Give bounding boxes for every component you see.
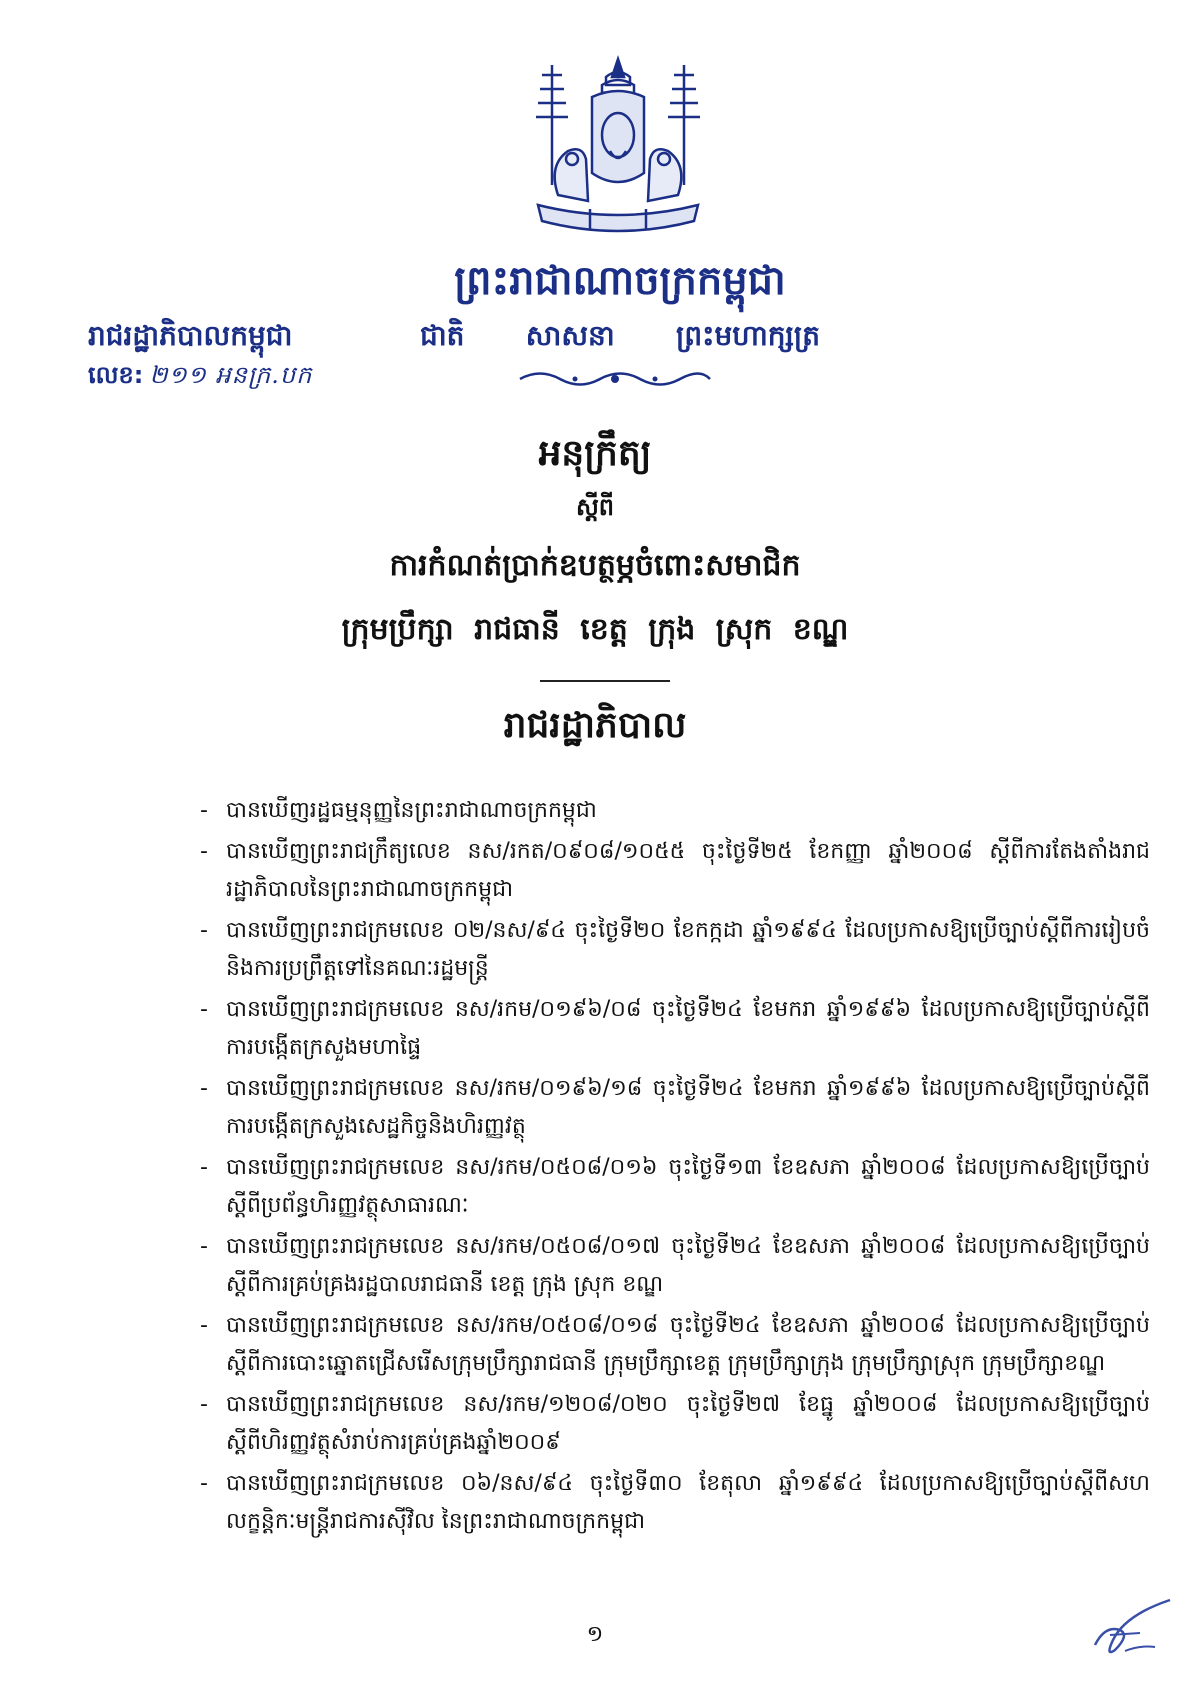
subject-line-2: ក្រុមប្រឹក្សា រាជធានី ខេត្ត ក្រុង ស្រុក ខណ្ឌ <box>341 612 849 647</box>
issuing-authority: រាជរដ្ឋាភិបាល <box>503 705 687 746</box>
royal-coat-of-arms-icon <box>518 55 718 245</box>
list-item <box>200 1307 1150 1383</box>
reference-number <box>88 360 312 395</box>
list-item-text: បានឃើញព្រះរាជក្រមលេខ នស/រកម/០៥០៨/០១៧ ចុះថ្ងៃទី២៤ ខែឧសភា ឆ្នាំ២០០៨ ដែលប្រកាសឱ្យប្រើច្បាប់ស្តីពីការគ្រប់គ្រងរដ្ឋបាលរាជធានី ខេត្ត ក្រុង ស្រុក ខណ្ឌ <box>226 1234 1150 1297</box>
motto-nation: ជាតិ <box>420 319 465 352</box>
ornament-divider-icon <box>515 368 715 390</box>
list-item-text: បានឃើញព្រះរាជក្រមលេខ ០៦/នស/៩៤ ចុះថ្ងៃទី៣០ ខែតុលា ឆ្នាំ១៩៩៤ ដែលប្រកាសឱ្យប្រើច្បាប់ស្តីពីសហលក្ខន្តិកៈមន្ត្រីរាជការស៊ីវិល នៃព្រះរាជាណាចក្រកម្ពុជា <box>226 1471 1150 1534</box>
list-dash: - <box>200 1313 208 1338</box>
subject-line-1: ការកំណត់ប្រាក់ឧបត្ថម្ភចំពោះសមាជិក <box>389 548 801 583</box>
list-item-text: បានឃើញព្រះរាជក្រមលេខ នស/រកម/០១៩៦/១៨ ចុះថ្ងៃទី២៤ ខែមករា ឆ្នាំ១៩៩៦ ដែលប្រកាសឱ្យប្រើច្បាប់ស្តីពីការបង្កើតក្រសួងសេដ្ឋកិច្ចនិងហិរញ្ញវត្ថុ <box>226 1076 1150 1139</box>
reference-value: ២១១ អនក្រ.បក <box>149 361 313 389</box>
list-item <box>200 912 1150 988</box>
list-item <box>200 1228 1150 1304</box>
document-type: អនុក្រឹត្យ <box>538 433 652 474</box>
list-dash: - <box>200 1392 208 1417</box>
list-item <box>200 1149 1150 1225</box>
initials-signature-icon <box>1085 1585 1175 1660</box>
list-item-text: បានឃើញរដ្ឋធម្មនុញ្ញនៃព្រះរាជាណាចក្រកម្ពុជា <box>226 798 597 823</box>
page-number: ១ <box>586 1622 604 1647</box>
list-item <box>200 833 1150 909</box>
motto-king: ព្រះមហាក្សត្រ <box>676 319 820 352</box>
list-dash: - <box>200 1155 208 1180</box>
list-dash: - <box>200 798 208 823</box>
list-item <box>200 1386 1150 1462</box>
list-dash: - <box>200 1076 208 1101</box>
kingdom-title: ព្រះរាជាណាចក្រកម្ពុជា <box>454 258 786 304</box>
list-item-text: បានឃើញព្រះរាជក្រមលេខ នស/រកម/០៥០៨/០១៦ ចុះថ្ងៃទី១៣ ខែឧសភា ឆ្នាំ២០០៨ ដែលប្រកាសឱ្យប្រើច្បាប់ស្តីពីប្រព័ន្ធហិរញ្ញវត្ថុសាធារណៈ <box>226 1155 1150 1218</box>
list-dash: - <box>200 1471 208 1496</box>
list-dash: - <box>200 1234 208 1259</box>
reference-label: លេខ: <box>88 361 144 389</box>
list-item-text: បានឃើញព្រះរាជក្រមលេខ ០២/នស/៩៤ ចុះថ្ងៃទី២០ ខែកក្កដា ឆ្នាំ១៩៩៤ ដែលប្រកាសឱ្យប្រើច្បាប់ស្តីពីការរៀបចំនិងការប្រព្រឹត្តទៅនៃគណៈរដ្ឋមន្ត្រី <box>226 918 1150 981</box>
list-item-text: បានឃើញព្រះរាជក្រមលេខ នស/រកម/០៥០៨/០១៨ ចុះថ្ងៃទី២៤ ខែឧសភា ឆ្នាំ២០០៨ ដែលប្រកាសឱ្យប្រើច្បាប់ស្តីពីការបោះឆ្នោតជ្រើសរើសក្រុមប្រឹក្សារាជធានី ក្រុមប្រឹក្សាខេត្ត ក្រុមប្រឹក្សាក្រុង ក្រុមប្រឹក្សាស្រុក ក្រុមប្រឹក្សាខណ្ឌ <box>226 1313 1150 1376</box>
list-item <box>200 1465 1150 1541</box>
list-item <box>200 991 1150 1067</box>
about-label: ស្តីពី <box>575 493 615 521</box>
list-item-text: បានឃើញព្រះរាជក្រមលេខ នស/រកម/១២០៨/០២០ ចុះថ្ងៃទី២៧ ខែធ្នូ ឆ្នាំ២០០៨ ដែលប្រកាសឱ្យប្រើច្បាប់ស្តីពីហិរញ្ញវត្ថុសំរាប់ការគ្រប់គ្រងឆ្នាំ២០០៩ <box>226 1392 1150 1455</box>
considerations-list <box>200 792 1150 1544</box>
list-dash: - <box>200 997 208 1022</box>
title-divider <box>540 680 670 682</box>
motto-religion: សាសនា <box>525 319 615 352</box>
list-item <box>200 792 1150 830</box>
list-dash: - <box>200 918 208 943</box>
national-motto <box>420 318 820 359</box>
government-name: រាជរដ្ឋាភិបាលកម្ពុជា <box>88 319 293 352</box>
list-dash: - <box>200 839 208 864</box>
list-item <box>200 1070 1150 1146</box>
list-item-text: បានឃើញព្រះរាជក្រមលេខ នស/រកម/០១៩៦/០៨ ចុះថ្ងៃទី២៤ ខែមករា ឆ្នាំ១៩៩៦ ដែលប្រកាសឱ្យប្រើច្បាប់ស្តីពីការបង្កើតក្រសួងមហាផ្ទៃ <box>226 997 1150 1060</box>
list-item-text: បានឃើញព្រះរាជក្រឹត្យលេខ នស/រកត/០៩០៨/១០៥៥ ចុះថ្ងៃទី២៥ ខែកញ្ញា ឆ្នាំ២០០៨ ស្តីពីការតែងតាំងរាជរដ្ឋាភិបាលនៃព្រះរាជាណាចក្រកម្ពុជា <box>226 839 1150 902</box>
